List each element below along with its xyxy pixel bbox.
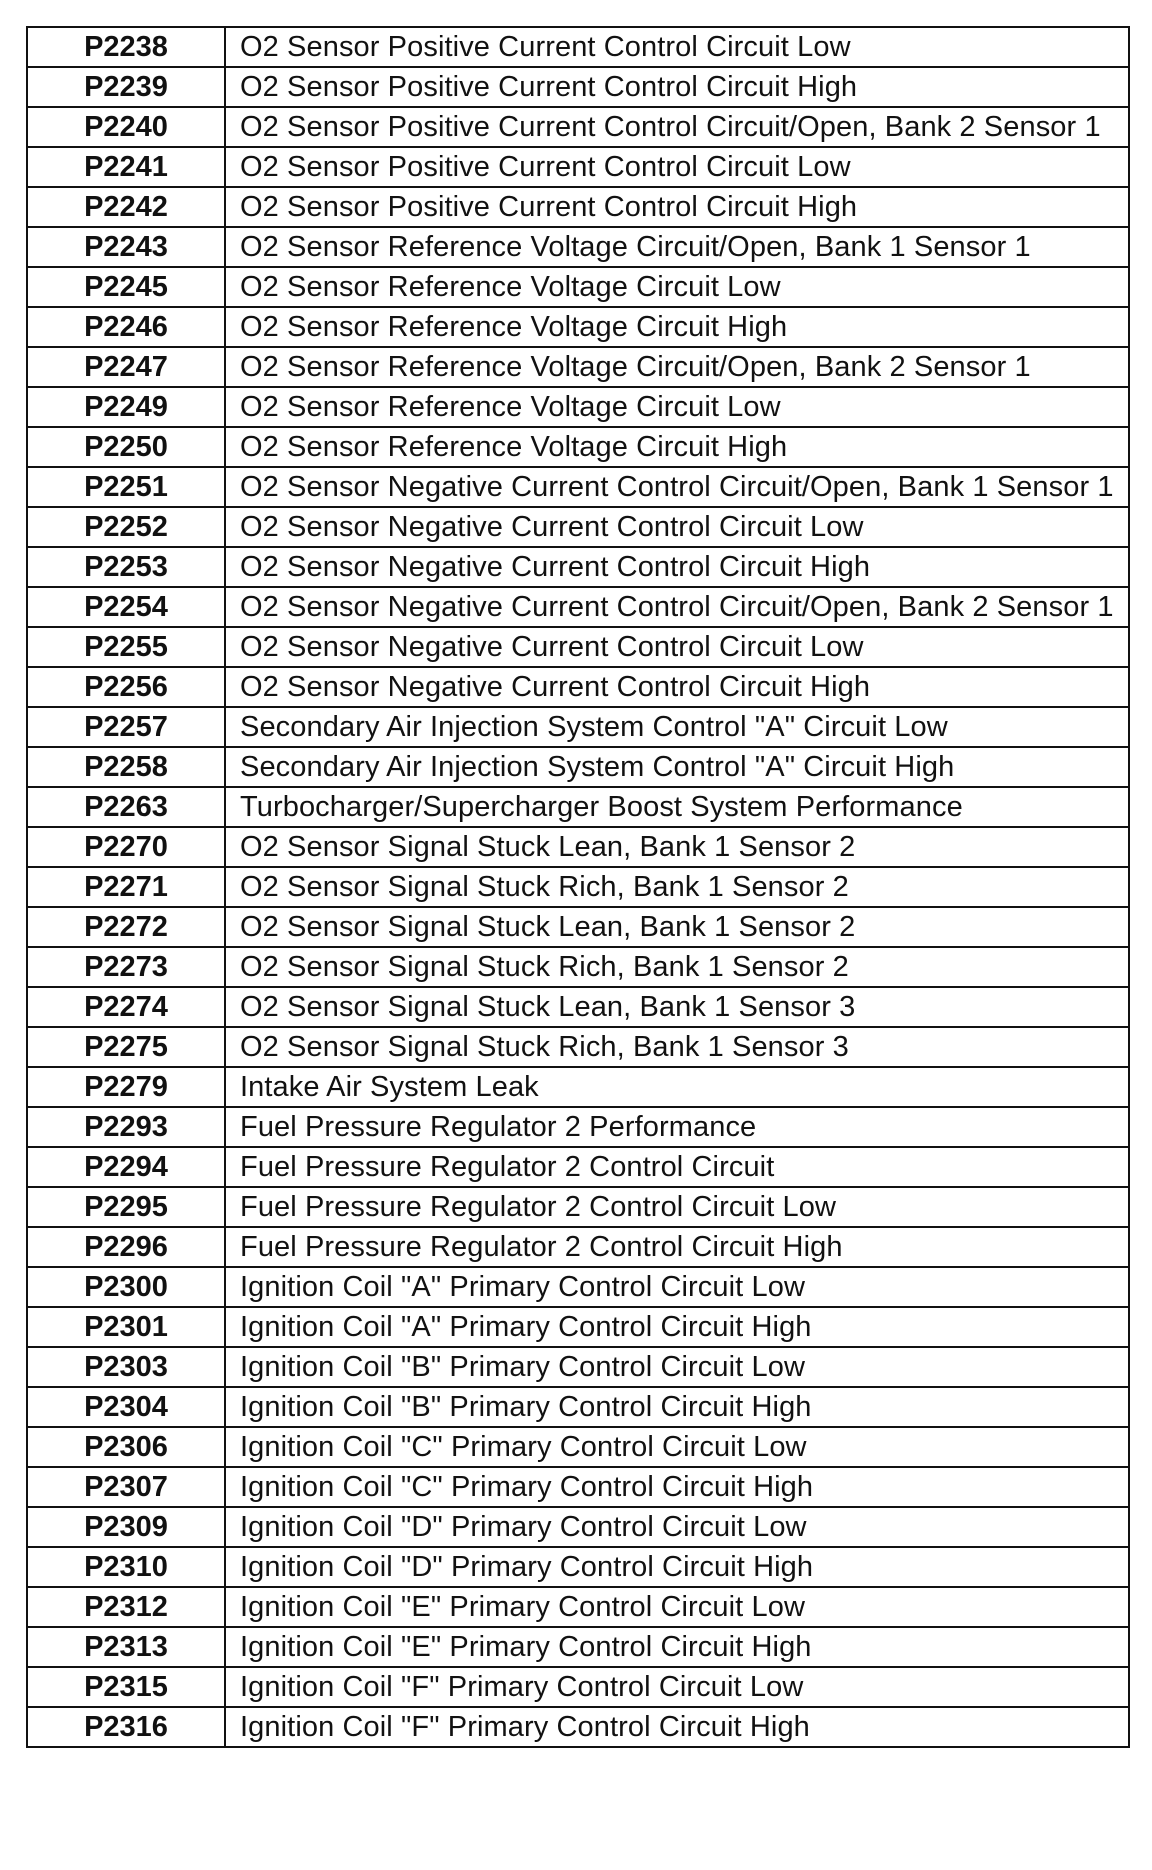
table-row <box>27 627 1129 667</box>
dtc-code-cell: P2300 <box>27 1267 225 1307</box>
dtc-description-cell: O2 Sensor Negative Current Control Circuit Low <box>225 507 1129 547</box>
table-row <box>27 1107 1129 1147</box>
dtc-description-cell: O2 Sensor Negative Current Control Circuit Low <box>225 627 1129 667</box>
table-row <box>27 1027 1129 1067</box>
table-row <box>27 1147 1129 1187</box>
dtc-code-cell: P2303 <box>27 1347 225 1387</box>
table-row <box>27 1307 1129 1347</box>
dtc-code-cell: P2271 <box>27 867 225 907</box>
dtc-description-cell: Ignition Coil "B" Primary Control Circuit High <box>225 1387 1129 1427</box>
table-row <box>27 987 1129 1027</box>
dtc-code-cell: P2273 <box>27 947 225 987</box>
table-row <box>27 107 1129 147</box>
dtc-table-body <box>27 27 1129 1747</box>
dtc-code-cell: P2250 <box>27 427 225 467</box>
dtc-code-cell: P2293 <box>27 1107 225 1147</box>
dtc-description-cell: Fuel Pressure Regulator 2 Performance <box>225 1107 1129 1147</box>
dtc-code-cell: P2313 <box>27 1627 225 1667</box>
dtc-description-cell: O2 Sensor Negative Current Control Circuit High <box>225 667 1129 707</box>
table-row <box>27 907 1129 947</box>
dtc-description-cell: O2 Sensor Signal Stuck Lean, Bank 1 Sensor 2 <box>225 827 1129 867</box>
dtc-code-cell: P2238 <box>27 27 225 67</box>
dtc-code-cell: P2251 <box>27 467 225 507</box>
dtc-code-cell: P2243 <box>27 227 225 267</box>
table-row <box>27 1347 1129 1387</box>
dtc-code-cell: P2312 <box>27 1587 225 1627</box>
table-row <box>27 347 1129 387</box>
dtc-description-cell: Secondary Air Injection System Control "A" Circuit High <box>225 747 1129 787</box>
table-row <box>27 307 1129 347</box>
table-row <box>27 1627 1129 1667</box>
dtc-code-cell: P2301 <box>27 1307 225 1347</box>
dtc-code-cell: P2316 <box>27 1707 225 1747</box>
dtc-description-cell: O2 Sensor Signal Stuck Rich, Bank 1 Sensor 2 <box>225 947 1129 987</box>
dtc-code-cell: P2307 <box>27 1467 225 1507</box>
table-row <box>27 147 1129 187</box>
dtc-description-cell: O2 Sensor Reference Voltage Circuit High <box>225 307 1129 347</box>
table-row <box>27 1067 1129 1107</box>
table-row <box>27 1427 1129 1467</box>
dtc-description-cell: O2 Sensor Positive Current Control Circuit/Open, Bank 2 Sensor 1 <box>225 107 1129 147</box>
dtc-description-cell: O2 Sensor Signal Stuck Rich, Bank 1 Sensor 2 <box>225 867 1129 907</box>
dtc-code-cell: P2253 <box>27 547 225 587</box>
table-row <box>27 1467 1129 1507</box>
dtc-code-cell: P2257 <box>27 707 225 747</box>
dtc-description-cell: O2 Sensor Positive Current Control Circuit Low <box>225 147 1129 187</box>
dtc-description-cell: Ignition Coil "F" Primary Control Circuit Low <box>225 1667 1129 1707</box>
dtc-description-cell: O2 Sensor Signal Stuck Lean, Bank 1 Sensor 3 <box>225 987 1129 1027</box>
dtc-code-cell: P2275 <box>27 1027 225 1067</box>
dtc-description-cell: O2 Sensor Reference Voltage Circuit Low <box>225 267 1129 307</box>
dtc-code-cell: P2315 <box>27 1667 225 1707</box>
table-row <box>27 947 1129 987</box>
dtc-code-cell: P2245 <box>27 267 225 307</box>
dtc-code-cell: P2296 <box>27 1227 225 1267</box>
dtc-description-cell: Fuel Pressure Regulator 2 Control Circuit Low <box>225 1187 1129 1227</box>
dtc-description-cell: Ignition Coil "D" Primary Control Circuit High <box>225 1547 1129 1587</box>
dtc-description-cell: O2 Sensor Reference Voltage Circuit/Open, Bank 1 Sensor 1 <box>225 227 1129 267</box>
table-row <box>27 1587 1129 1627</box>
dtc-description-cell: Fuel Pressure Regulator 2 Control Circuit <box>225 1147 1129 1187</box>
table-row <box>27 1387 1129 1427</box>
dtc-code-cell: P2246 <box>27 307 225 347</box>
dtc-code-cell: P2306 <box>27 1427 225 1467</box>
table-row <box>27 867 1129 907</box>
dtc-description-cell: Ignition Coil "A" Primary Control Circuit High <box>225 1307 1129 1347</box>
dtc-code-cell: P2240 <box>27 107 225 147</box>
table-row <box>27 387 1129 427</box>
dtc-code-cell: P2249 <box>27 387 225 427</box>
dtc-description-cell: O2 Sensor Reference Voltage Circuit High <box>225 427 1129 467</box>
table-row <box>27 1267 1129 1307</box>
table-row <box>27 547 1129 587</box>
dtc-description-cell: O2 Sensor Negative Current Control Circuit High <box>225 547 1129 587</box>
dtc-code-cell: P2255 <box>27 627 225 667</box>
dtc-code-cell: P2270 <box>27 827 225 867</box>
dtc-description-cell: Ignition Coil "C" Primary Control Circuit High <box>225 1467 1129 1507</box>
table-row <box>27 227 1129 267</box>
table-row <box>27 67 1129 107</box>
dtc-description-cell: O2 Sensor Reference Voltage Circuit/Open, Bank 2 Sensor 1 <box>225 347 1129 387</box>
table-row <box>27 1547 1129 1587</box>
table-row <box>27 427 1129 467</box>
table-row <box>27 747 1129 787</box>
table-row <box>27 1187 1129 1227</box>
dtc-code-cell: P2254 <box>27 587 225 627</box>
table-row <box>27 267 1129 307</box>
table-row <box>27 187 1129 227</box>
table-row <box>27 467 1129 507</box>
table-row <box>27 27 1129 67</box>
dtc-description-cell: O2 Sensor Negative Current Control Circuit/Open, Bank 1 Sensor 1 <box>225 467 1129 507</box>
dtc-code-cell: P2242 <box>27 187 225 227</box>
dtc-description-cell: Fuel Pressure Regulator 2 Control Circuit High <box>225 1227 1129 1267</box>
dtc-code-cell: P2256 <box>27 667 225 707</box>
dtc-code-cell: P2239 <box>27 67 225 107</box>
table-row <box>27 1227 1129 1267</box>
table-row <box>27 707 1129 747</box>
dtc-code-cell: P2274 <box>27 987 225 1027</box>
dtc-code-table <box>26 26 1130 1748</box>
table-row <box>27 587 1129 627</box>
dtc-description-cell: Ignition Coil "B" Primary Control Circuit Low <box>225 1347 1129 1387</box>
dtc-code-cell: P2247 <box>27 347 225 387</box>
dtc-description-cell: Secondary Air Injection System Control "A" Circuit Low <box>225 707 1129 747</box>
dtc-code-cell: P2310 <box>27 1547 225 1587</box>
dtc-description-cell: Ignition Coil "D" Primary Control Circuit Low <box>225 1507 1129 1547</box>
dtc-description-cell: O2 Sensor Signal Stuck Rich, Bank 1 Sensor 3 <box>225 1027 1129 1067</box>
dtc-description-cell: O2 Sensor Positive Current Control Circuit High <box>225 67 1129 107</box>
dtc-description-cell: Ignition Coil "C" Primary Control Circuit Low <box>225 1427 1129 1467</box>
table-row <box>27 1667 1129 1707</box>
dtc-code-cell: P2263 <box>27 787 225 827</box>
dtc-description-cell: Ignition Coil "E" Primary Control Circuit High <box>225 1627 1129 1667</box>
dtc-description-cell: O2 Sensor Reference Voltage Circuit Low <box>225 387 1129 427</box>
table-row <box>27 827 1129 867</box>
dtc-description-cell: O2 Sensor Positive Current Control Circuit High <box>225 187 1129 227</box>
dtc-description-cell: Ignition Coil "E" Primary Control Circuit Low <box>225 1587 1129 1627</box>
dtc-code-cell: P2309 <box>27 1507 225 1547</box>
dtc-code-cell: P2241 <box>27 147 225 187</box>
table-row <box>27 667 1129 707</box>
table-row <box>27 787 1129 827</box>
dtc-code-cell: P2304 <box>27 1387 225 1427</box>
table-row <box>27 1707 1129 1747</box>
dtc-description-cell: Intake Air System Leak <box>225 1067 1129 1107</box>
dtc-code-cell: P2294 <box>27 1147 225 1187</box>
dtc-description-cell: Ignition Coil "A" Primary Control Circuit Low <box>225 1267 1129 1307</box>
dtc-code-cell: P2258 <box>27 747 225 787</box>
dtc-description-cell: O2 Sensor Positive Current Control Circuit Low <box>225 27 1129 67</box>
dtc-code-cell: P2252 <box>27 507 225 547</box>
dtc-description-cell: Ignition Coil "F" Primary Control Circuit High <box>225 1707 1129 1747</box>
dtc-code-cell: P2272 <box>27 907 225 947</box>
table-row <box>27 1507 1129 1547</box>
dtc-description-cell: Turbocharger/Supercharger Boost System Performance <box>225 787 1129 827</box>
dtc-code-cell: P2279 <box>27 1067 225 1107</box>
table-row <box>27 507 1129 547</box>
dtc-description-cell: O2 Sensor Negative Current Control Circuit/Open, Bank 2 Sensor 1 <box>225 587 1129 627</box>
dtc-description-cell: O2 Sensor Signal Stuck Lean, Bank 1 Sensor 2 <box>225 907 1129 947</box>
dtc-code-cell: P2295 <box>27 1187 225 1227</box>
